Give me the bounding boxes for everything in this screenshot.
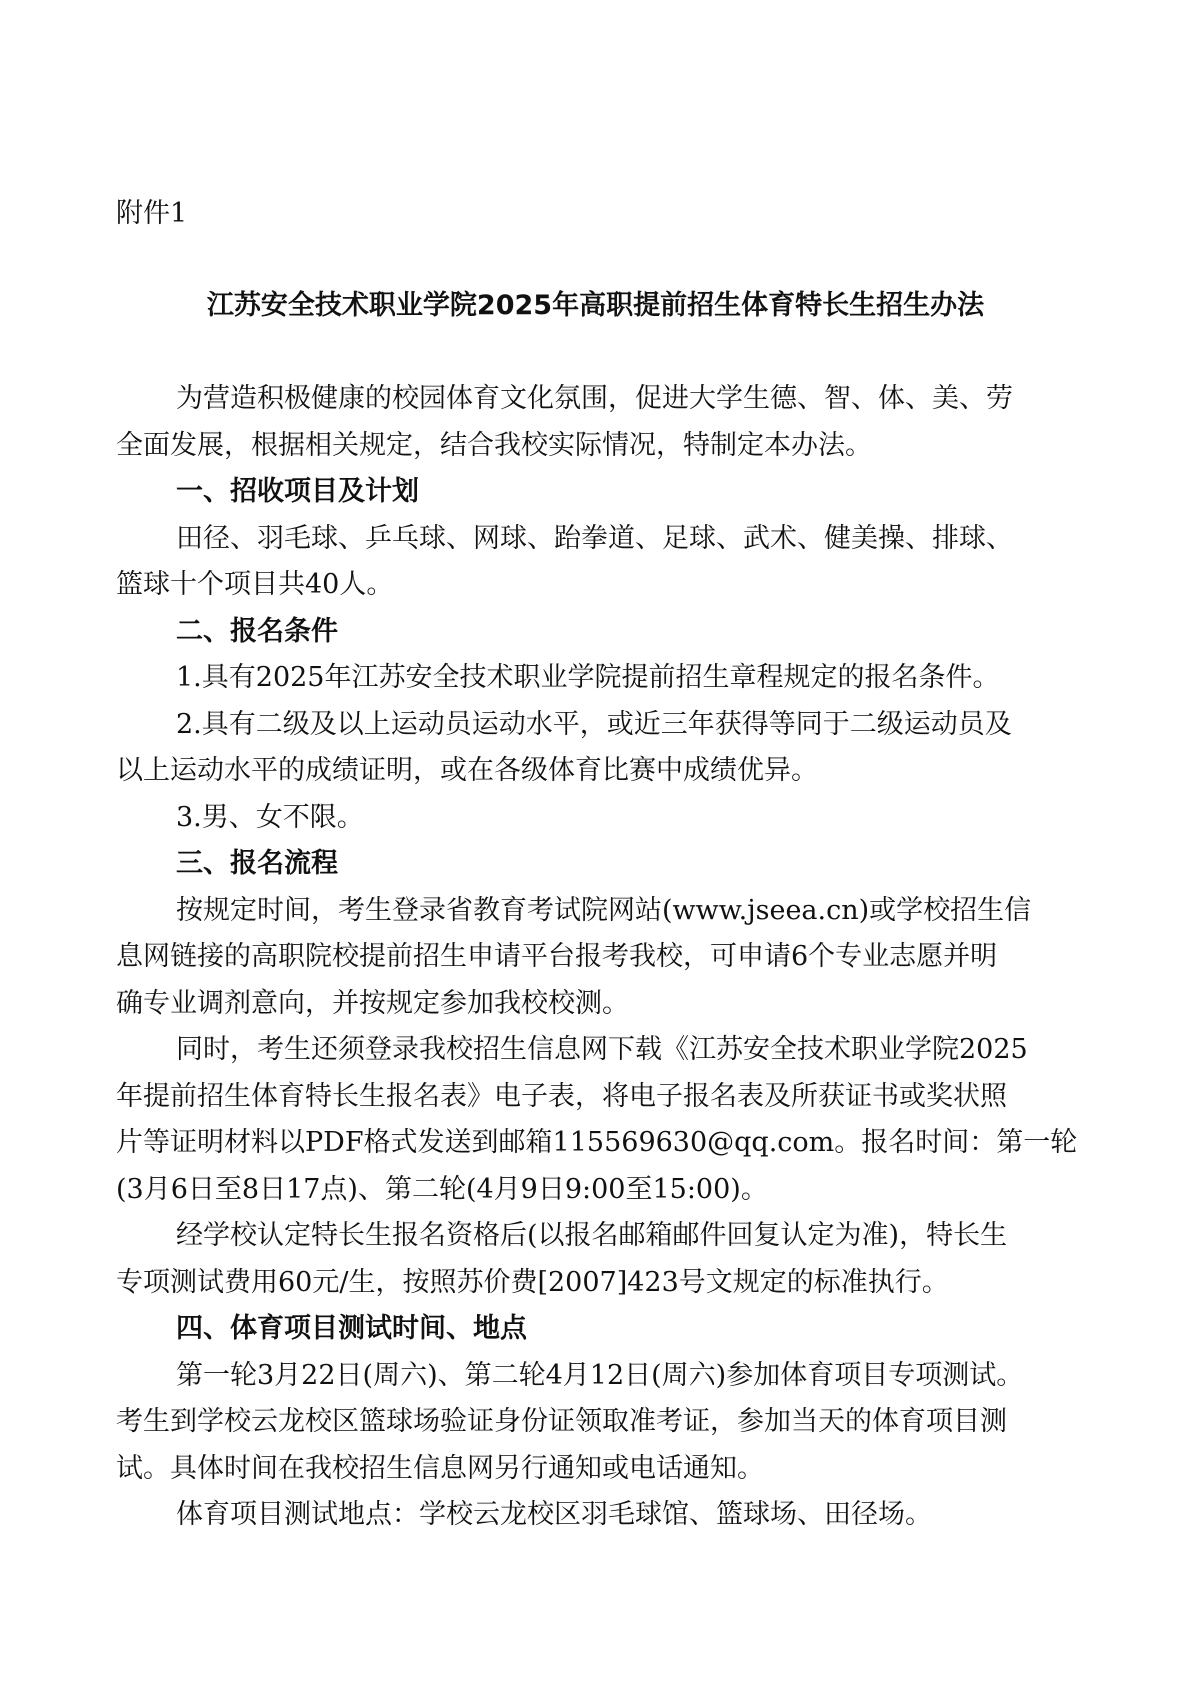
text-line: 确专业调剂意向，并按规定参加我校校测。 (116, 987, 629, 1019)
attachment-label: 附件1 (116, 198, 188, 229)
text-line: 3.男、女不限。 (176, 801, 364, 833)
text-line: 为营造积极健康的校园体育文化氛围，促进大学生德、智、体、美、劳 (176, 383, 1013, 414)
text-line: 1.具有2025年江苏安全技术职业学院提前招生章程规定的报名条件。 (176, 662, 1000, 693)
text-line: (3月6日至8日17点)、第二轮(4月9日9:00至15:00)。 (116, 1173, 768, 1205)
text-line: 第一轮3月22日(周六)、第二轮4月12日(周六)参加体育项目专项测试。 (176, 1359, 1024, 1391)
section-paragraph (116, 795, 1076, 842)
section-paragraph (116, 702, 1076, 795)
text-line: 年提前招生体育特长生报名表》电子表，将电子报名表及所获证书或奖状照 (116, 1080, 1007, 1112)
section-paragraph (116, 1492, 1076, 1539)
section-paragraph (116, 888, 1076, 1028)
text-line: 考生到学校云龙校区篮球场验证身份证领取准考证，参加当天的体育项目测 (116, 1406, 1007, 1437)
text-line: 田径、羽毛球、乒乓球、网球、跆拳道、足球、武术、健美操、排球、 (176, 522, 1013, 554)
section-heading: 三、报名流程 (176, 848, 338, 879)
section-paragraph (116, 516, 1076, 609)
section-heading: 四、体育项目测试时间、地点 (176, 1313, 527, 1344)
section-paragraph (116, 1027, 1076, 1213)
document-title: 江苏安全技术职业学院2025年高职提前招生体育特长生招生办法 (206, 290, 985, 321)
text-line: 专项测试费用60元/生，按照苏价费[2007]423号文规定的标准执行。 (116, 1266, 949, 1298)
section-heading: 一、招收项目及计划 (176, 476, 419, 507)
text-line: 片等证明材料以PDF格式发送到邮箱115569630@qq.com。报名时间：第一轮 (116, 1127, 1078, 1158)
text-line: 按规定时间，考生登录省教育考试院网站(www.jseea.cn)或学校招生信 (176, 894, 1032, 926)
section-paragraph (116, 1353, 1076, 1493)
text-line: 息网链接的高职院校提前招生申请平台报考我校，可申请6个专业志愿并明 (116, 941, 998, 972)
section-heading: 二、报名条件 (176, 615, 338, 647)
text-line: 经学校认定特长生报名资格后(以报名邮箱邮件回复认定为准)，特长生 (176, 1220, 1008, 1251)
text-line: 同时，考生还须登录我校招生信息网下载《江苏安全技术职业学院2025 (176, 1034, 1028, 1065)
intro-paragraph (116, 376, 1076, 469)
document-body (116, 376, 1076, 1539)
text-line: 试。具体时间在我校招生信息网另行通知或电话通知。 (116, 1452, 764, 1484)
text-line: 篮球十个项目共40人。 (116, 569, 394, 600)
section-paragraph (116, 1213, 1076, 1306)
text-line: 全面发展，根据相关规定，结合我校实际情况，特制定本办法。 (116, 429, 872, 461)
text-line: 2.具有二级及以上运动员运动水平，或近三年获得等同于二级运动员及 (176, 708, 1012, 740)
section-paragraph (116, 655, 1076, 702)
text-line: 以上运动水平的成绩证明，或在各级体育比赛中成绩优异。 (116, 755, 818, 786)
text-line: 体育项目测试地点：学校云龙校区羽毛球馆、篮球场、田径场。 (176, 1499, 932, 1530)
